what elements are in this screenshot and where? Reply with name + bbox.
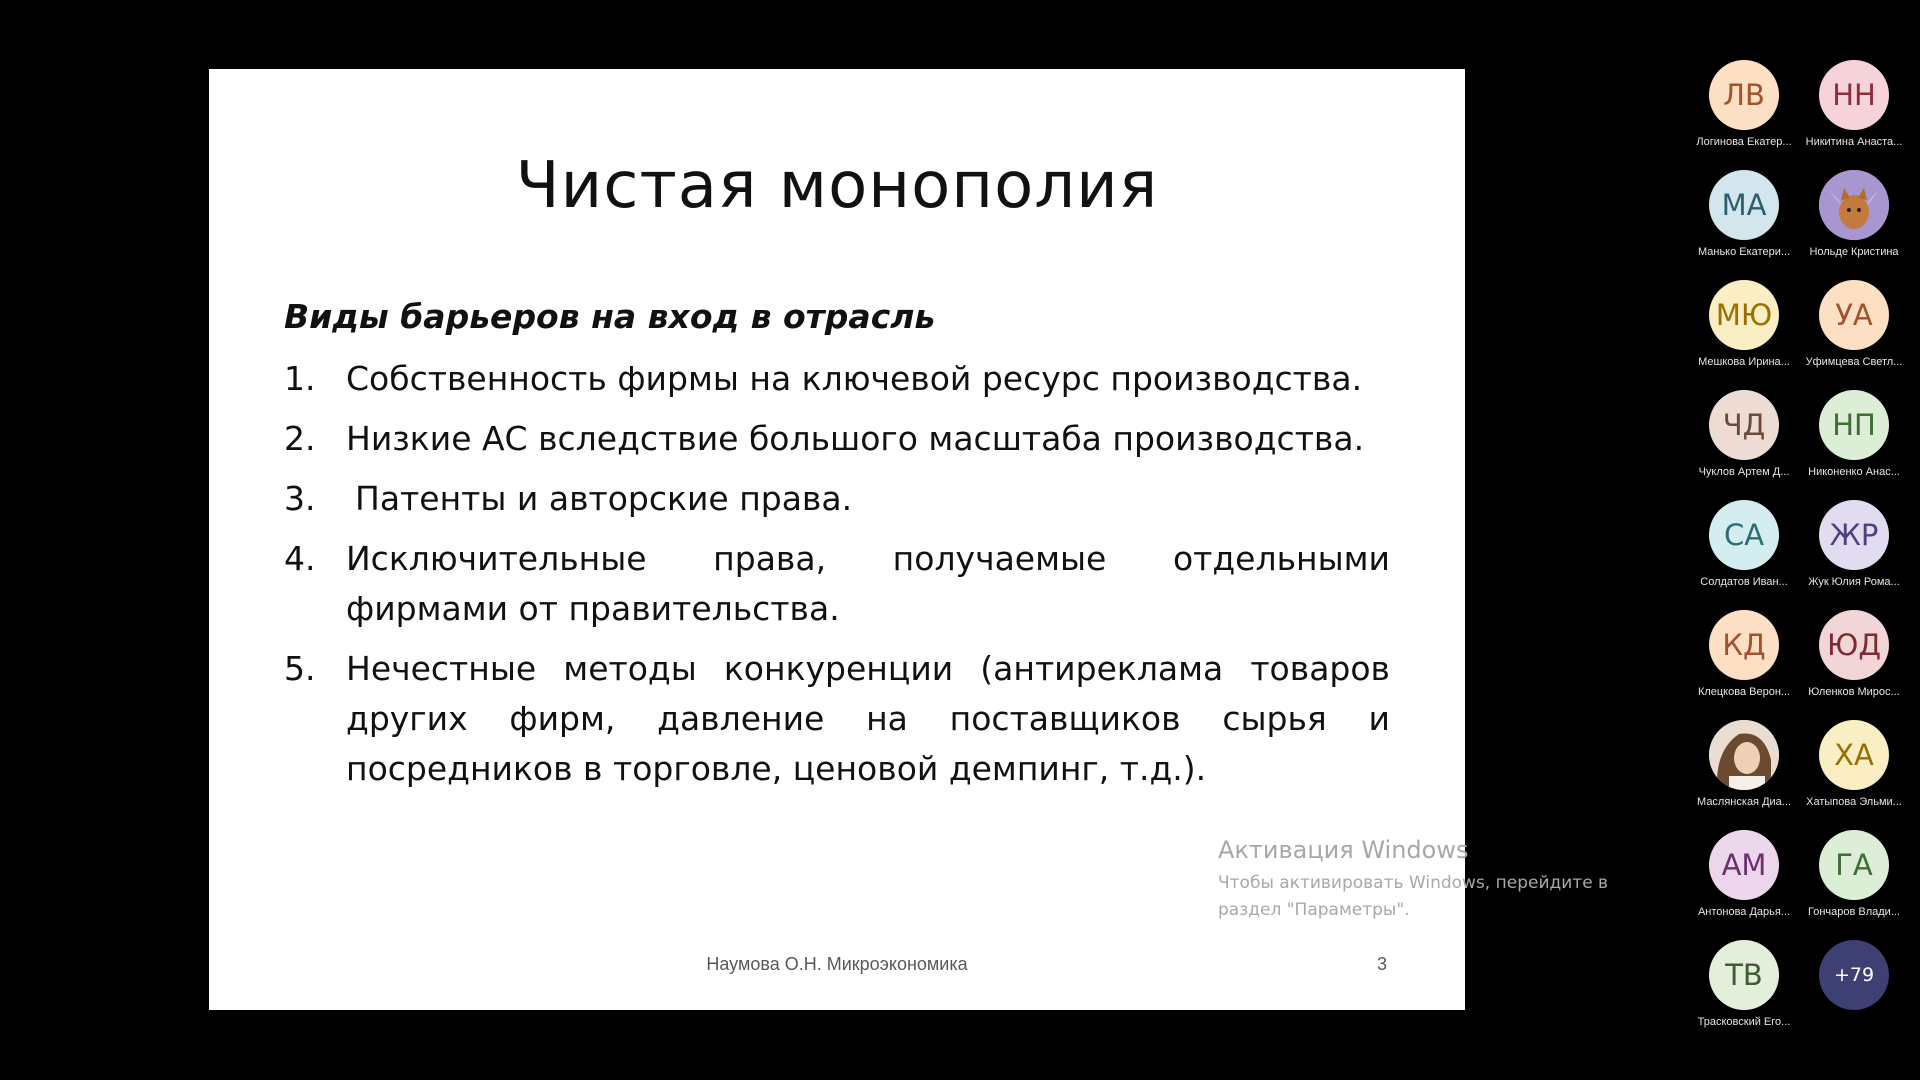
participant-name: Логинова Екатер... (1696, 136, 1792, 148)
avatar: МЮ (1709, 280, 1779, 350)
participant-tile[interactable] (1690, 60, 1798, 148)
participant-tile[interactable] (1690, 390, 1798, 478)
avatar: ЮД (1819, 610, 1889, 680)
list-item (284, 354, 1390, 404)
avatar: НН (1819, 60, 1889, 130)
list-item-text: Нечестные методы конкуренции (антиреклама товаров других фирм, давление на поставщиков сырья и посредников в торговле, ценовой демпинг, т.д.). (346, 649, 1390, 788)
avatar: УА (1819, 280, 1889, 350)
participant-tile[interactable] (1800, 60, 1908, 148)
list-item (284, 644, 1390, 794)
participant-name: Жук Юлия Рома... (1808, 576, 1900, 588)
participant-name: Чуклов Артем Д... (1698, 466, 1790, 478)
participant-tile[interactable] (1690, 500, 1798, 588)
participant-name: Трасковский Его... (1697, 1016, 1791, 1028)
participant-name: Клецкова Верон... (1697, 686, 1791, 698)
windows-activation-watermark (1218, 836, 1638, 924)
cat-photo (1819, 170, 1889, 240)
participant-name: Гончаров Влади... (1807, 906, 1900, 918)
slide-page-number: 3 (1377, 954, 1388, 974)
avatar: ГА (1819, 830, 1889, 900)
more-participants-button[interactable] (1800, 940, 1908, 1010)
participant-tile[interactable] (1690, 170, 1798, 258)
list-item-number: 2. (284, 419, 316, 458)
participant-name: Хатыпова Эльми... (1806, 796, 1902, 808)
participant-name: Мешкова Ирина... (1698, 356, 1790, 368)
slide-subtitle: Виды барьеров на вход в отрасль (284, 297, 936, 336)
barrier-list (284, 354, 1390, 804)
participant-name: Нольде Кристина (1809, 246, 1899, 258)
list-item-text: Исключительные права, получаемые отдельными фирмами от правительства. (346, 539, 1390, 628)
list-item-number: 3. (284, 479, 316, 518)
slide-footer: Наумова О.Н. Микроэкономика (706, 954, 968, 974)
list-item-number: 1. (284, 359, 316, 398)
participant-name: Антонова Дарья... (1697, 906, 1791, 918)
avatar: ХА (1819, 720, 1889, 790)
avatar: АМ (1709, 830, 1779, 900)
participant-name: Манько Екатери... (1697, 246, 1791, 258)
avatar: МА (1709, 170, 1779, 240)
list-item-text: Патенты и авторские права. (355, 479, 853, 518)
avatar: ТВ (1709, 940, 1779, 1010)
participant-tile[interactable] (1800, 830, 1908, 918)
list-item-number: 4. (284, 539, 316, 578)
participant-tile[interactable] (1690, 940, 1798, 1028)
avatar: ЖР (1819, 500, 1889, 570)
participant-tile[interactable] (1690, 280, 1798, 368)
list-item-text: Низкие АС вследствие большого масштаба производства. (346, 419, 1365, 458)
participant-tile[interactable] (1690, 830, 1798, 918)
slide-title: Чистая монополия (515, 149, 1159, 223)
participant-name: Никоненко Анас... (1808, 466, 1900, 478)
list-item (284, 534, 1390, 634)
watermark-title: Активация Windows (1218, 836, 1469, 864)
avatar: ЛВ (1709, 60, 1779, 130)
avatar: НП (1819, 390, 1889, 460)
participant-tile[interactable] (1690, 720, 1798, 808)
avatar: СА (1709, 500, 1779, 570)
participant-tile[interactable] (1800, 280, 1908, 368)
participant-name: Юленков Мирос... (1808, 686, 1900, 698)
participant-tile[interactable] (1800, 610, 1908, 698)
participant-tile[interactable] (1800, 170, 1908, 258)
more-count-badge: +79 (1819, 940, 1889, 1010)
person-photo (1709, 720, 1779, 790)
list-item-text: Собственность фирмы на ключевой ресурс производства. (346, 359, 1363, 398)
avatar: ЧД (1709, 390, 1779, 460)
list-item (284, 474, 1390, 524)
avatar: КД (1709, 610, 1779, 680)
participant-name: Никитина Анаста... (1805, 136, 1903, 148)
list-item (284, 414, 1390, 464)
participant-name: Уфимцева Светл... (1805, 356, 1903, 368)
participant-tile[interactable] (1690, 610, 1798, 698)
participant-tile[interactable] (1800, 720, 1908, 808)
participant-name: Маслянская Диа... (1697, 796, 1791, 808)
participant-tile[interactable] (1800, 390, 1908, 478)
watermark-text: Чтобы активировать Windows, перейдите в раздел "Параметры". (1218, 873, 1609, 920)
participant-name: Солдатов Иван... (1700, 576, 1788, 588)
participant-tile[interactable] (1800, 500, 1908, 588)
list-item-number: 5. (284, 649, 316, 688)
